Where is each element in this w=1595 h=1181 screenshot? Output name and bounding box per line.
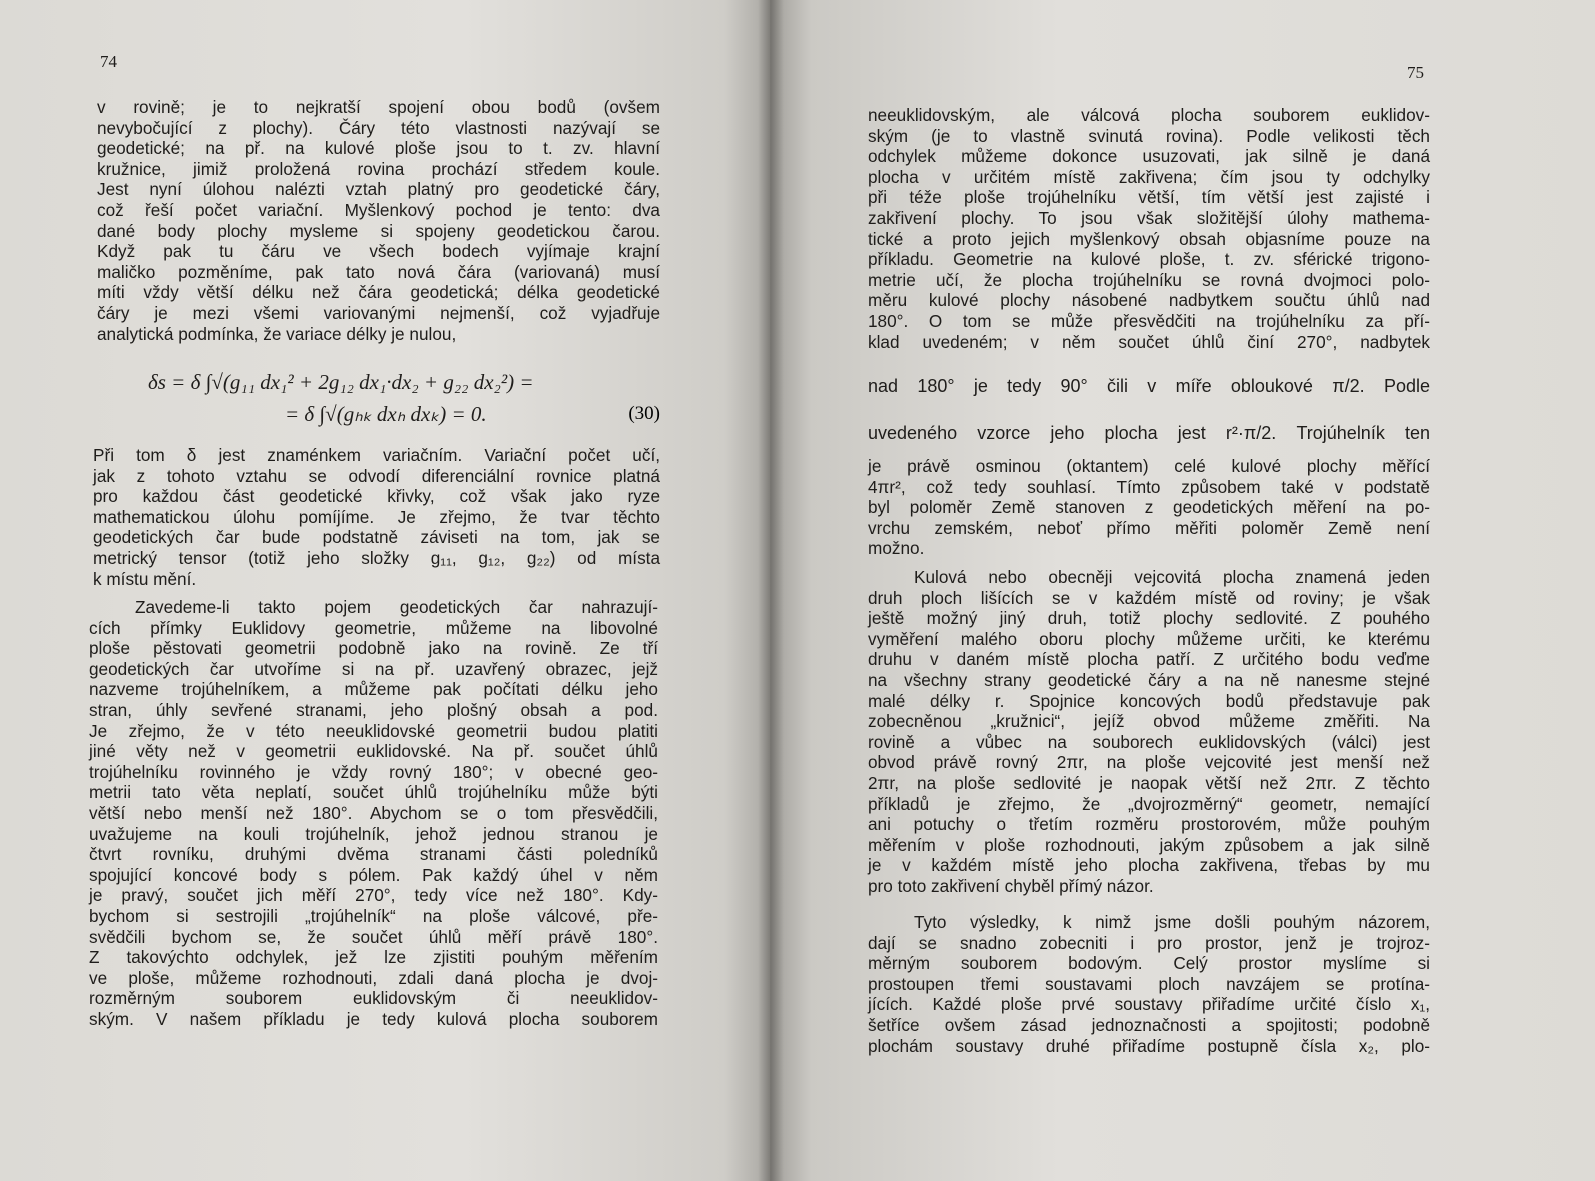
text-line: plochám soustavy druhé přiřadíme postupně čísla x₂, plo- — [868, 1035, 1430, 1056]
page-number: 75 — [1407, 63, 1424, 82]
text-line: čáry je mezi všemi variovanými nejmenší, což vyjadřuje — [97, 302, 660, 323]
book-gutter — [758, 0, 784, 1181]
text-line: nad 180° je tedy 90° čili v míře obloukové π/2. Podle — [868, 376, 1430, 396]
text-line: druhu v daném místě plocha patří. Z určitého bodu veďme — [868, 649, 1430, 670]
text-line: ještě možný jiný druh, totiž plochy sedlovité. Z pouhého — [868, 608, 1430, 629]
paragraph — [89, 597, 658, 1029]
equation-number: (30) — [628, 403, 660, 424]
text-line: 180°. O tom se může přesvědčiti na trojúhelníku za pří- — [868, 310, 1430, 331]
text-line: Je zřejmo, že v této neeuklidovské geometrii budou platiti — [89, 720, 658, 741]
text-line: míti vždy větší délku než čára geodetická; délka geodetické — [97, 282, 660, 303]
equation — [285, 402, 660, 430]
text-line: bychom si sestrojili „trojúhelník“ na ploše válcové, pře- — [89, 905, 658, 926]
text-line: ským. V našem příkladu je tedy kulová plocha souborem — [89, 1008, 658, 1029]
text-line: druh ploch lišících se v každém místě od roviny; je však — [868, 587, 1430, 608]
formula-line: δs = δ ∫√(g₁₁ dx₁² + 2g₁₂ dx₁·dx₂ + g₂₂ dx₂²) = — [148, 370, 534, 394]
text-line: příkladu. Geometrie na kulové ploše, t. zv. sférické trigono- — [868, 249, 1430, 270]
text-line: ve ploše, můžeme rozhodnouti, zdali daná plocha je dvoj- — [89, 967, 658, 988]
text-line: vyměření malého oboru plochy můžeme určiti, ke kterému — [868, 628, 1430, 649]
right-page — [770, 0, 1595, 1181]
page-number: 74 — [100, 52, 117, 71]
text-line: nevybočující z plochy). Čáry této vlastnosti nazývají se — [97, 117, 660, 138]
paragraph — [93, 445, 660, 589]
text-line: Jest nyní úlohou nalézti vztah platný pro geodetické čáry, — [97, 179, 660, 200]
text-line: čtvrt rovníku, druhými dvěma stranami části poledníků — [89, 844, 658, 865]
text-line: dají se snadno zobecniti i pro prostor, jenž je trojroz- — [868, 932, 1430, 953]
text-line: nazveme trojúhelníkem, a můžeme pak počítati délku jeho — [89, 679, 658, 700]
paragraph — [868, 912, 1430, 1056]
text-line: Když pak tu čáru ve všech bodech vyjímaje krajní — [97, 241, 660, 262]
text-line: Kulová nebo obecněji vejcovitá plocha znamená jeden — [914, 567, 1430, 587]
text-line: tické a proto jejich myšlenkový obsah objasníme pouze na — [868, 228, 1430, 249]
text-line: kružnice, jimiž proložená rovina prochází středem koule. — [97, 158, 660, 179]
text-line: svědčili bychom se, že součet úhlů měří právě 180°. — [89, 926, 658, 947]
text-line: uvažujeme na kouli trojúhelník, jehož jednou stranou je — [89, 823, 658, 844]
text-line: klad uvedeném; v něm součet úhlů činí 270°, nadbytek — [868, 331, 1430, 352]
text-line: pro toto zakřivení chyběl přímý názor. — [868, 875, 1154, 896]
text-line: obvod právě rovný 2πr, na ploše vejcovité jest menší než — [868, 752, 1430, 773]
text-line: jak z tohoto vztahu se odvodí diferenciální rovnice platná — [93, 465, 660, 486]
text-line: je pravý, součet jich měří 270°, tedy více než 180°. Kdy- — [89, 885, 658, 906]
text-line: je právě osminou (oktantem) celé kulové plochy měřící — [868, 456, 1430, 476]
text-line: 4πr², což tedy souhlasí. Tímto způsobem také v podstatě — [868, 476, 1430, 497]
text-line: metrii tato věta neplatí, součet úhlů trojúhelníku může býti — [89, 782, 658, 803]
text-line: metrický tensor (totiž jeho složky g₁₁, g₁₂, g₂₂) od místa — [93, 547, 660, 568]
text-line: na všechny strany geodetické čáry a na ně nanesme stejné — [868, 669, 1430, 690]
text-line: maličko pozměníme, pak tato nová čára (variovaná) musí — [97, 261, 660, 282]
text-line: šetříce ovšem zásad jednoznačnosti a spojitosti; podobně — [868, 1014, 1430, 1035]
text-line: metrie učí, že plocha trojúhelníku se rovná dvojmoci polo- — [868, 269, 1430, 290]
text-line: větší nebo menší než 180°. Abychom se o tom přesvědčili, — [89, 802, 658, 823]
formula-line: = δ ∫√(gₕₖ dxₕ dxₖ) = 0. — [285, 402, 487, 426]
text-line-with-fraction — [868, 376, 1430, 397]
text-line: byl poloměr Země stanoven z geodetických měření na po- — [868, 497, 1430, 518]
text-line: odchylek můžeme dokonce usuzovati, jak silně je daná — [868, 146, 1430, 167]
text-line: rovině a vůbec na souborech euklidovských (válci) jest — [868, 731, 1430, 752]
text-line: Při tom δ jest znaménkem variačním. Variační počet učí, — [93, 445, 660, 465]
text-line: ani potuchy o třetím rozměru prostorovém, může pouhým — [868, 814, 1430, 835]
text-line: vrchu zemském, neboť přímo měřiti poloměr Země není — [868, 517, 1430, 538]
text-line: v rovině; je to nejkratší spojení obou bodů (ovšem — [97, 97, 660, 117]
text-line: pro každou část geodetické křivky, což však jako ryze — [93, 486, 660, 507]
text-line: 2πr, na ploše sedlovité je naopak větší než 2πr. Z těchto — [868, 772, 1430, 793]
text-line: rozměrným souborem euklidovským či neeuklidov- — [89, 988, 658, 1009]
text-line: měru kulové plochy násobené nadbytkem součtu úhlů nad — [868, 290, 1430, 311]
text-line: geodetické; na př. na kulové ploše jsou to t. zv. hlavní — [97, 138, 660, 159]
text-line: cích přímky Euklidovy geometrie, můžeme na libovolné — [89, 617, 658, 638]
text-line: zobecněnou „kružnici“, jejíž obvod můžeme změřiti. Na — [868, 711, 1430, 732]
text-line: měrným souborem bodovým. Celý prostor myslíme si — [868, 953, 1430, 974]
text-line: jících. Každé ploše prvé soustavy přiřadíme určité číslo x₁, — [868, 994, 1430, 1015]
text-line: Z takovýchto odchylek, jež lze zjistiti pouhým měřením — [89, 947, 658, 968]
text-line: jiné věty než v geometrii euklidovské. Na př. součet úhlů — [89, 741, 658, 762]
text-line: neeuklidovským, ale válcová plocha souborem euklidov- — [868, 105, 1430, 125]
text-line: geodetických čar bude podstatně záviseti na tom, jak se — [93, 527, 660, 548]
text-line: malé délky r. Spojnice koncových bodů představuje pak — [868, 690, 1430, 711]
text-line: dané body plochy mysleme si spojeny geodetickou čarou. — [97, 220, 660, 241]
text-line: stran, úhly sevřené stranami, jeho plošný obsah a pod. — [89, 699, 658, 720]
paragraph — [868, 456, 1430, 559]
text-line: Tyto výsledky, k nimž jsme došli pouhým názorem, — [914, 912, 1430, 932]
text-line-with-fraction — [868, 423, 1430, 444]
text-line: analytická podmínka, že variace délky je nulou, — [97, 323, 457, 344]
text-line: možno. — [868, 538, 925, 559]
text-line: měřením v ploše rozhodnouti, jakým způsobem a jak silně — [868, 834, 1430, 855]
paragraph — [868, 105, 1430, 352]
text-line: mathematickou úlohu pomíjíme. Je zřejmo, že tvar těchto — [93, 506, 660, 527]
text-line: při téže ploše trojúhelníku větší, tím větší jest zajisté i — [868, 187, 1430, 208]
left-page — [0, 0, 770, 1181]
text-line: trojúhelníku rovinného je vždy rovný 180°; v obecné geo- — [89, 761, 658, 782]
text-line: což řeší počet variační. Myšlenkový pochod je tento: dva — [97, 199, 660, 220]
text-line: plocha v určitém místě zakřivena; čím jsou ty odchylky — [868, 166, 1430, 187]
paragraph — [868, 567, 1430, 897]
text-line: zakřivení plochy. To jsou však složitější úlohy mathema- — [868, 207, 1430, 228]
text-line: prostoupen třemi soustavami ploch navzájem se protína- — [868, 973, 1430, 994]
text-line: ploše pěstovati geometrii podobně jako na rovině. Ze tří — [89, 638, 658, 659]
text-line: spojující koncové body s pólem. Pak každý úhel v něm — [89, 864, 658, 885]
text-line: Zavedeme-li takto pojem geodetických čar nahrazují- — [135, 597, 658, 617]
text-line: geodetických čar utvoříme si na př. uzavřený obrazec, jejž — [89, 658, 658, 679]
text-line: příkladů je zřejmo, že „dvojrozměrný“ geometr, nemající — [868, 793, 1430, 814]
paragraph — [97, 97, 660, 344]
text-line: uvedeného vzorce jeho plocha jest r²·π/2. Trojúhelník ten — [868, 423, 1430, 443]
text-line: k místu mění. — [93, 568, 197, 589]
text-line: ským (je to vlastně svinutá rovina). Podle velikosti těch — [868, 125, 1430, 146]
text-line: je v každém místě jeho plocha zakřivena, třebas by mu — [868, 855, 1430, 876]
